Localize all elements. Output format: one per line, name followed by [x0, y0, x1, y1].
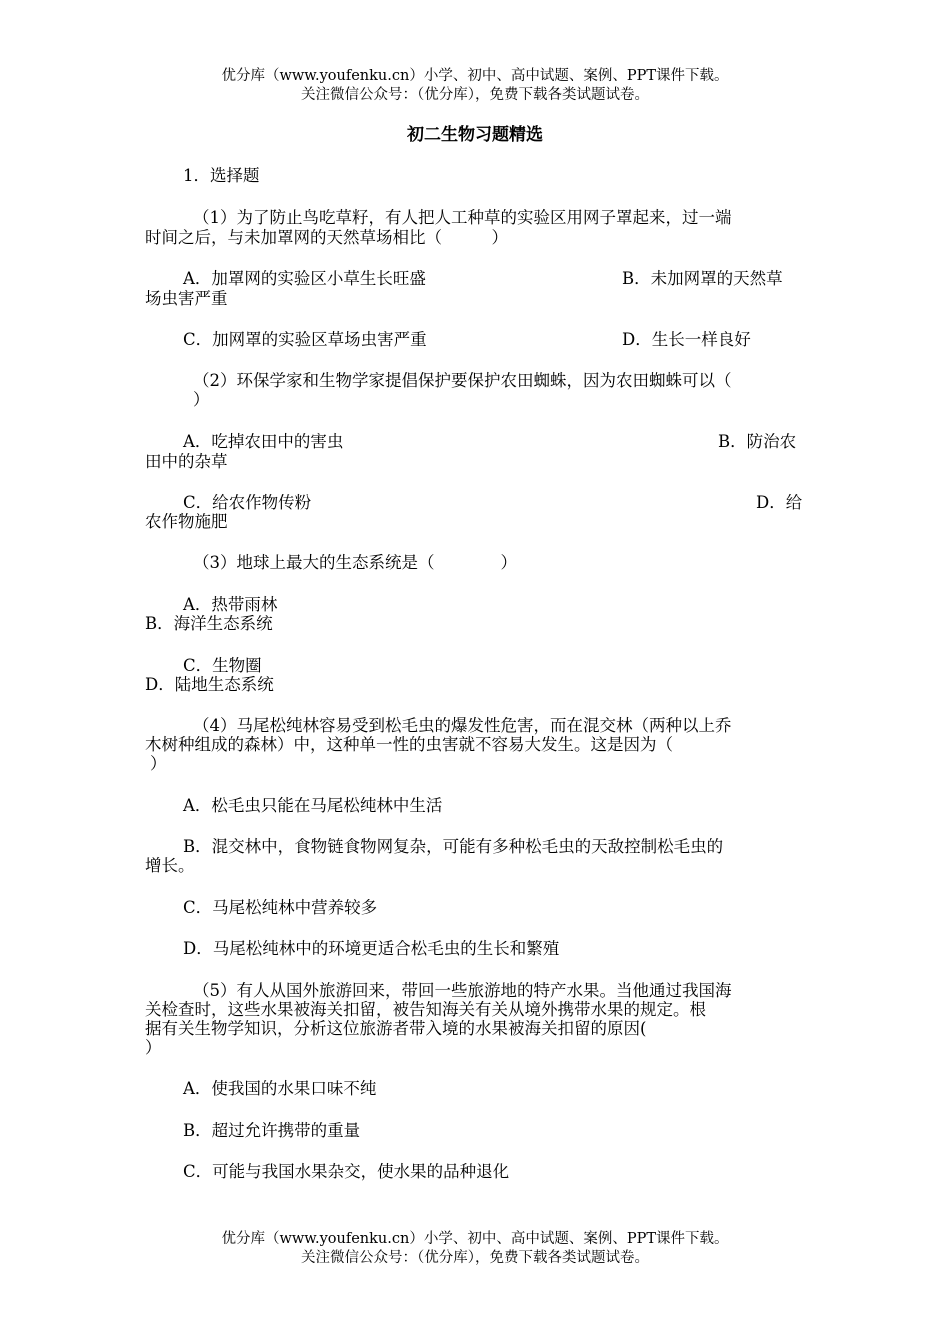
q1-option-b-cont: 场虫害严重 — [145, 289, 228, 308]
q5-stem-line2: 关检查时，这些水果被海关扣留，被告知海关有关从境外携带水果的规定。根 — [145, 1000, 706, 1019]
footer-line-1: 优分库（www.youfenku.cn）小学、初中、高中试题、案例、PPT课件下载。 — [221, 1231, 729, 1247]
q4-stem-line2: 木树种组成的森林）中，这种单一性的虫害就不容易大发生。这是因为（ — [145, 735, 673, 754]
q3-option-c: C．生物圈 — [183, 656, 262, 675]
q1-option-a: A．加罩网的实验区小草生长旺盛 — [183, 269, 426, 288]
q4-option-c: C．马尾松纯林中营养较多 — [183, 898, 378, 917]
q5-option-b: B．超过允许携带的重量 — [183, 1121, 361, 1140]
q5-option-a: A．使我国的水果口味不纯 — [183, 1079, 377, 1098]
q1-stem-line2: 时间之后，与未加罩网的天然草场相比（ ） — [145, 228, 508, 247]
q1-stem-line1: （1）为了防止鸟吃草籽，有人把人工种草的实验区用网子罩起来，过一端 — [193, 208, 732, 227]
q4-option-b-line1: B．混交林中，食物链食物网复杂，可能有多种松毛虫的天敌控制松毛虫的 — [183, 837, 724, 856]
q2-option-d-cont: 农作物施肥 — [145, 512, 228, 531]
header-line-1: 优分库（www.youfenku.cn）小学、初中、高中试题、案例、PPT课件下载。 — [221, 68, 729, 84]
q4-option-b-line2: 增长。 — [145, 856, 195, 875]
q1-option-b: B．未加网罩的天然草 — [622, 269, 783, 288]
q2-stem-line1: （2）环保学家和生物学家提倡保护要保护农田蜘蛛，因为农田蜘蛛可以（ — [193, 371, 732, 390]
q4-stem-line3: ） — [150, 754, 167, 773]
q5-option-c: C．可能与我国水果杂交，使水果的品种退化 — [183, 1162, 510, 1181]
q2-option-b-cont: 田中的杂草 — [145, 452, 228, 471]
q4-stem-line1: （4）马尾松纯林容易受到松毛虫的爆发性危害，而在混交林（两种以上乔 — [193, 716, 732, 735]
q2-option-b: B．防治农 — [718, 432, 797, 451]
page-title: 初二生物习题精选 — [407, 125, 543, 145]
q1-option-d: D．生长一样良好 — [622, 330, 751, 349]
q2-option-a: A．吃掉农田中的害虫 — [183, 432, 344, 451]
q5-stem-line1: （5）有人从国外旅游回来，带回一些旅游地的特产水果。当他通过我国海 — [193, 981, 732, 1000]
q3-option-a: A．热带雨林 — [183, 595, 278, 614]
section-heading: 1．选择题 — [183, 166, 260, 185]
q3-option-d: D．陆地生态系统 — [145, 675, 274, 694]
header-line-2: 关注微信公众号：（优分库），免费下载各类试题试卷。 — [301, 87, 649, 103]
q1-option-c: C．加网罩的实验区草场虫害严重 — [183, 330, 427, 349]
q4-option-d: D．马尾松纯林中的环境更适合松毛虫的生长和繁殖 — [183, 939, 560, 958]
q5-stem-line3: 据有关生物学知识，分析这位旅游者带入境的水果被海关扣留的原因( — [145, 1019, 647, 1038]
footer-line-2: 关注微信公众号：（优分库），免费下载各类试题试卷。 — [301, 1250, 649, 1266]
q3-option-b: B．海洋生态系统 — [145, 614, 273, 633]
q5-stem-line4: ） — [145, 1038, 162, 1057]
q4-option-a: A．松毛虫只能在马尾松纯林中生活 — [183, 796, 443, 815]
q2-stem-line2: ） — [193, 390, 210, 409]
q2-option-c: C．给农作物传粉 — [183, 493, 312, 512]
q3-stem: （3）地球上最大的生态系统是（ ） — [193, 553, 517, 572]
q2-option-d: D．给 — [756, 493, 803, 512]
